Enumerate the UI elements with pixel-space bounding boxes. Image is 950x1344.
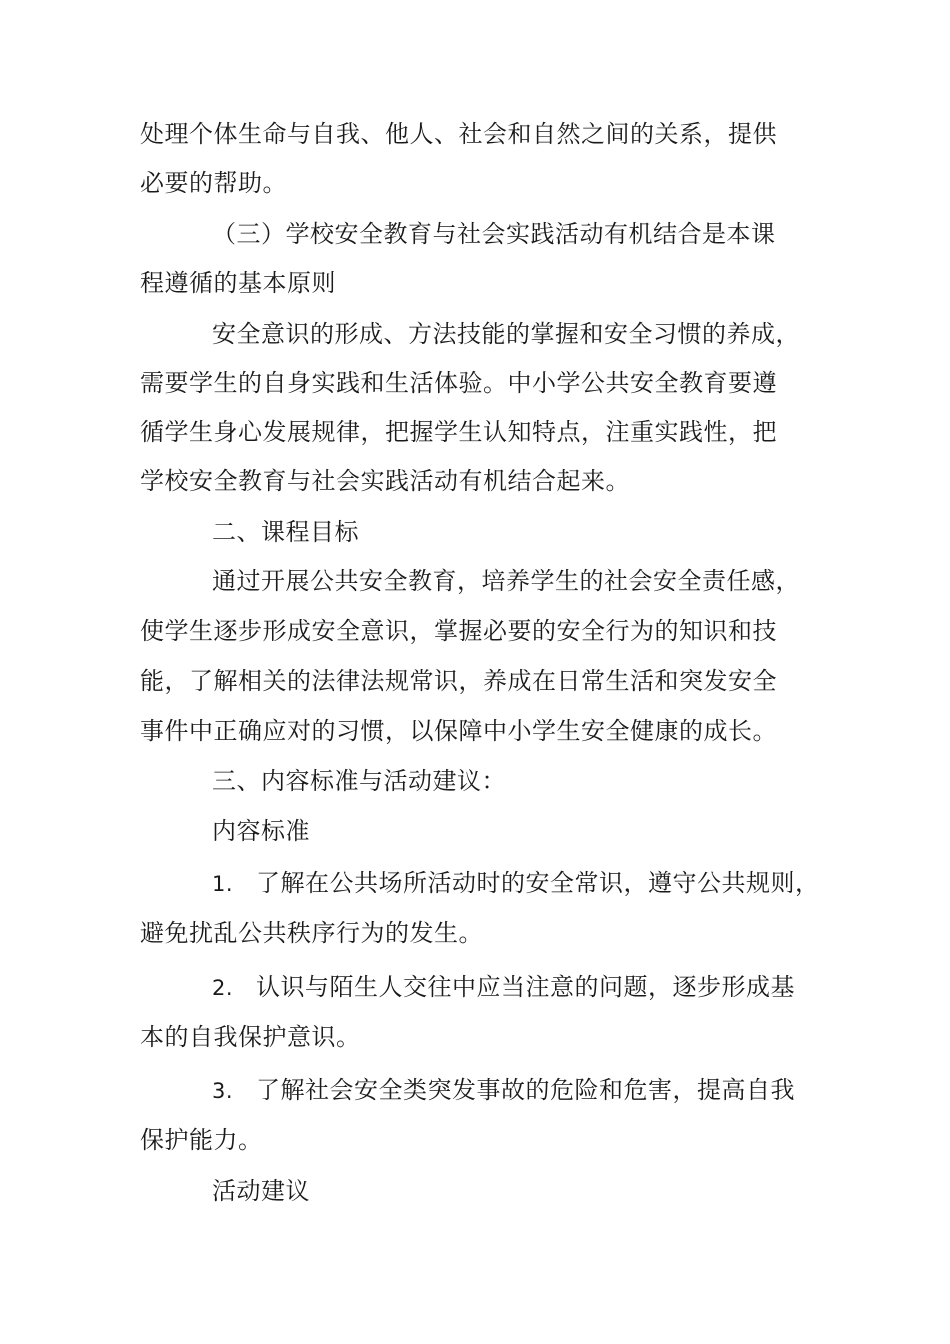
paragraph-line: 需要学生的自身实践和生活体验。中小学公共安全教育要遵: [140, 369, 777, 397]
list-item-line: 保护能力。: [140, 1126, 263, 1154]
list-item-text: 了解在公共场所活动时的安全常识，遵守公共规则，: [256, 869, 820, 897]
list-item: [212, 868, 820, 899]
paragraph-line: 事件中正确应对的习惯，以保障中小学生安全健康的成长。: [140, 717, 777, 745]
paragraph-line: 学校安全教育与社会实践活动有机结合起来。: [140, 467, 630, 495]
paragraph-line: 处理个体生命与自我、他人、社会和自然之间的关系，提供: [140, 120, 777, 148]
subsection-heading: 活动建议: [212, 1177, 310, 1205]
list-number: 3.: [212, 1079, 234, 1103]
paragraph-line: 能，了解相关的法律法规常识，养成在日常生活和突发安全: [140, 667, 777, 695]
paragraph-line: 使学生逐步形成安全意识，掌握必要的安全行为的知识和技: [140, 617, 777, 645]
paragraph-line: 必要的帮助。: [140, 169, 287, 197]
paragraph-line: 安全意识的形成、方法技能的掌握和安全习惯的养成，: [212, 320, 800, 348]
section-heading-line: 程遵循的基本原则: [140, 269, 336, 297]
list-item: [212, 1075, 795, 1106]
section-heading-line: （三）学校安全教育与社会实践活动有机结合是本课: [212, 220, 776, 248]
paragraph-line: 通过开展公共安全教育，培养学生的社会安全责任感，: [212, 567, 800, 595]
list-number: 2.: [212, 976, 234, 1000]
section-heading: 三、内容标准与活动建议：: [212, 767, 506, 795]
section-heading: 二、课程目标: [212, 518, 359, 546]
list-number: 1.: [212, 872, 234, 896]
paragraph-line: 循学生身心发展规律，把握学生认知特点，注重实践性，把: [140, 418, 777, 446]
list-item-line: 避免扰乱公共秩序行为的发生。: [140, 919, 483, 947]
list-item: [212, 972, 795, 1003]
list-item-text: 认识与陌生人交往中应当注意的问题，逐步形成基: [256, 973, 795, 1001]
list-item-text: 了解社会安全类突发事故的危险和危害，提高自我: [256, 1076, 795, 1104]
list-item-line: 本的自我保护意识。: [140, 1023, 361, 1051]
subsection-heading: 内容标准: [212, 817, 310, 845]
